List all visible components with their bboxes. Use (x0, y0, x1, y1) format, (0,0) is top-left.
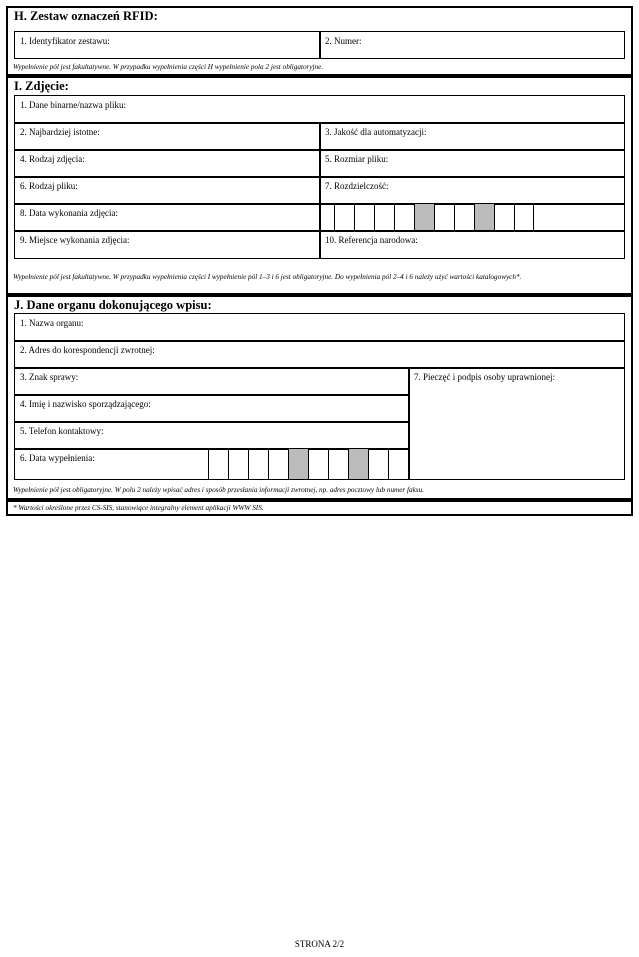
footnote-box (6, 500, 633, 516)
photo-most-relevant-label: 2. Najbardziej istotne: (20, 127, 100, 137)
photo-resolution-field[interactable] (319, 176, 625, 205)
contact-phone-label: 5. Telefon kontaktowy: (20, 426, 104, 436)
date-separator-box (474, 204, 494, 231)
case-reference-label: 3. Znak sprawy: (20, 372, 79, 382)
rfid-set-id-field[interactable] (14, 31, 321, 59)
date-digit-box[interactable] (268, 449, 288, 479)
photo-file-type-field[interactable] (14, 176, 321, 205)
page-label: STRONA 2/2 (294, 939, 345, 949)
stamp-signature-field[interactable] (408, 367, 625, 480)
date-digit-box[interactable] (394, 204, 414, 231)
rfid-number-label: 2. Numer: (325, 36, 362, 46)
return-address-label: 2. Adres do korespondencji zwrotnej: (20, 345, 155, 355)
section-j-title: J. Dane organu dokonującego wpisu: (14, 298, 212, 312)
date-digit-box[interactable] (454, 204, 474, 231)
date-digit-box[interactable] (248, 449, 268, 479)
date-digit-box[interactable] (334, 204, 354, 231)
photo-place-label: 9. Miejsce wykonania zdjęcia: (20, 235, 130, 245)
photo-date-label: 8. Data wykonania zdjęcia: (20, 208, 118, 218)
date-digit-box[interactable] (354, 204, 374, 231)
section-j-note: Wypełnienie pól jest obligatoryjne. W polu 2 należy wpisać adres i sposób przesłania informacji zwrotnej, np. adres pocztowy lub numer faksu. (13, 486, 424, 494)
section-i-note: Wypełnienie pól jest fakultatywne. W przypadku wypełnienia części I wypełnienie pól 1–3 i 6 jest obligatoryjne. Do wypełnienia pól 2–4 i 6 należy użyć wartości katalogowych*. (13, 273, 522, 281)
preparer-name-field[interactable] (14, 394, 410, 423)
date-digit-box[interactable] (308, 449, 328, 479)
photo-file-size-label: 5. Rozmiar pliku: (325, 154, 389, 164)
photo-type-label: 4. Rodzaj zdjęcia: (20, 154, 85, 164)
contact-phone-field[interactable] (14, 421, 410, 450)
return-address-field[interactable] (14, 340, 625, 369)
section-i (6, 76, 633, 295)
section-h-title: H. Zestaw oznaczeń RFID: (14, 9, 158, 23)
photo-file-type-label: 6. Rodzaj pliku: (20, 181, 78, 191)
photo-date-field (14, 203, 321, 232)
case-reference-field[interactable] (14, 367, 410, 396)
stamp-signature-label: 7. Pieczęć i podpis osoby uprawnionej: (414, 372, 555, 382)
photo-type-field[interactable] (14, 149, 321, 178)
preparer-name-label: 4. Imię i nazwisko sporządzającego: (20, 399, 151, 409)
date-digit-box[interactable] (328, 449, 348, 479)
date-digit-box[interactable] (228, 449, 248, 479)
photo-place-field[interactable] (14, 230, 321, 259)
date-digit-box[interactable] (514, 204, 534, 231)
date-digit-box[interactable] (368, 449, 388, 479)
date-digit-box[interactable] (388, 449, 408, 479)
date-separator-box (288, 449, 308, 479)
fill-date-label: 6. Data wypełnienia: (20, 453, 95, 463)
date-digit-box[interactable] (208, 449, 228, 479)
photo-most-relevant-field[interactable] (14, 122, 321, 151)
date-separator-box (414, 204, 434, 231)
section-j (6, 295, 633, 500)
national-reference-field[interactable] (319, 230, 625, 259)
photo-binary-label: 1. Dane binarne/nazwa pliku: (20, 100, 126, 110)
photo-resolution-label: 7. Rozdzielczość: (325, 181, 389, 191)
section-h-note: Wypełnienie pól jest fakultatywne. W przypadku wypełnienia części H wypełnienie pola 2 jest obligatoryjne. (13, 63, 324, 71)
rfid-set-id-label: 1. Identyfikator zestawu: (20, 36, 110, 46)
footnote-text: * Wartości określone przez CS-SIS, stanowiące integralny element aplikacji WWW SIS. (13, 504, 264, 512)
authority-name-label: 1. Nazwa organu: (20, 318, 84, 328)
date-digit-box[interactable] (494, 204, 514, 231)
photo-quality-field[interactable] (319, 122, 625, 151)
date-digit-box[interactable] (374, 204, 394, 231)
date-separator-box (348, 449, 368, 479)
rfid-number-field[interactable] (319, 31, 625, 59)
section-h (6, 6, 633, 76)
fill-date-field (14, 448, 410, 480)
section-i-title: I. Zdjęcie: (14, 79, 69, 93)
photo-quality-label: 3. Jakość dla automatyzacji: (325, 127, 427, 137)
authority-name-field[interactable] (14, 313, 625, 342)
photo-date-boxes (319, 203, 625, 232)
date-digit-box[interactable] (434, 204, 454, 231)
national-reference-label: 10. Referencja narodowa: (325, 235, 418, 245)
photo-file-size-field[interactable] (319, 149, 625, 178)
photo-binary-field[interactable] (14, 95, 625, 124)
